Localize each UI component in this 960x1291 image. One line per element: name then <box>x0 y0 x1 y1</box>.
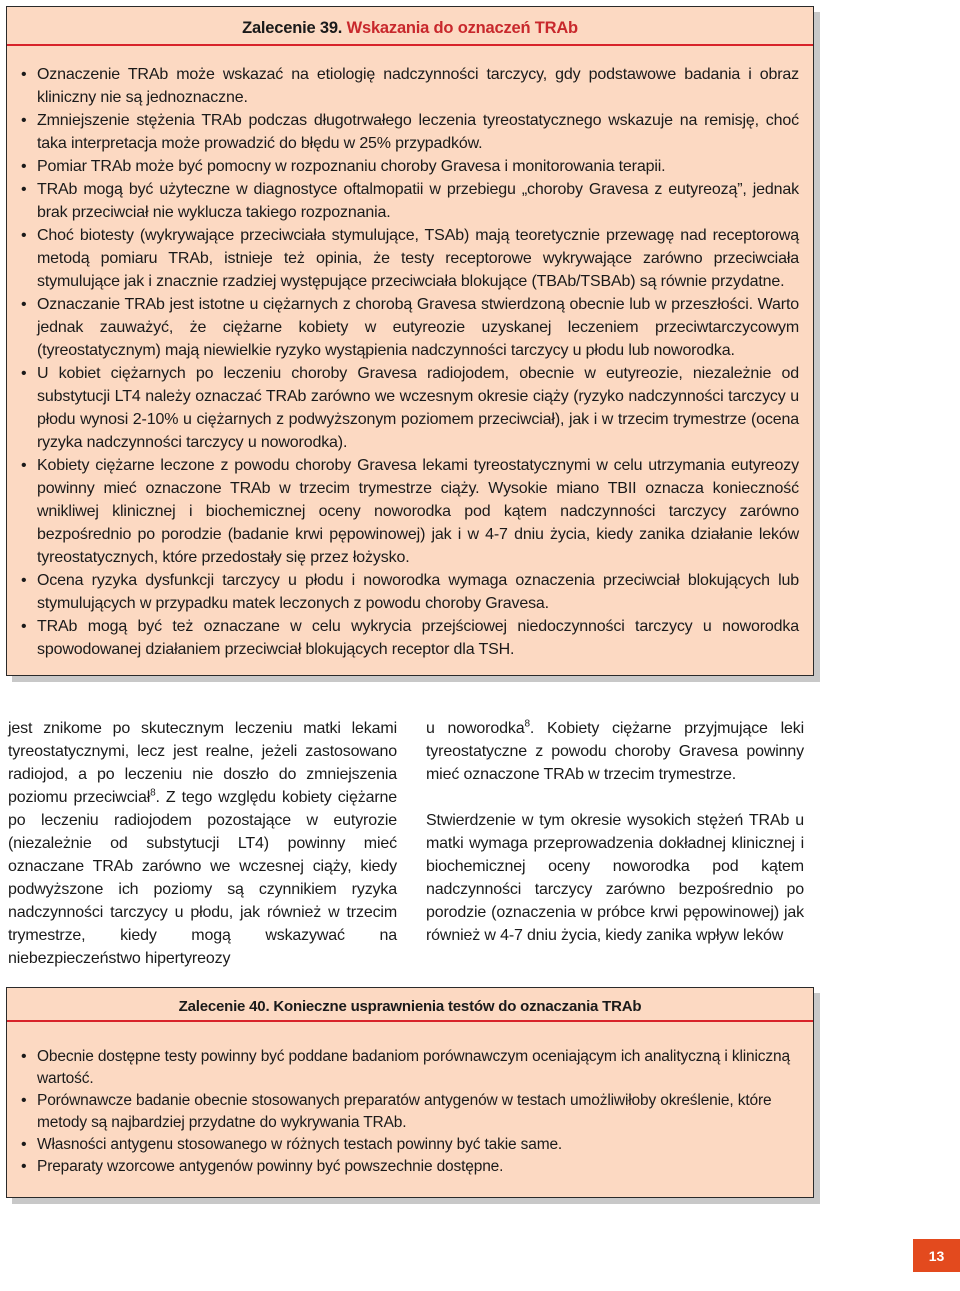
list-item: • U kobiet ciężarnych po leczeniu choroby Gravesa radiojodem, obecnie w eutyreozie, niezależnie od substytucji LT4 należy oznaczać TRAb zarówno we wczesnym okresie ciąży (ryzyko nadczynności tarczycy u płodu wynosi 2-10% u ciężarnych z podwyższonym poziomem przeciwciał), jak i w trzecim trymestrze (ocena ryzyka nadczynności tarczycy u noworodka). <box>21 362 799 454</box>
body-paragraph: Stwierdzenie w tym okresie wysokich stężeń TRAb u matki wymaga przeprowadzenia dokładnej klinicznej i biochemicznej oceny noworodka pod kątem nadczynności tarczycy zarówno bezpośrednio po porodzie (oznaczenia w próbce krwi pępowinowej) jak również w 4-7 dniu życia, kiedy zanika wpływ leków <box>426 812 804 944</box>
recommendation-40-box <box>6 987 814 1198</box>
title-divider <box>7 1020 813 1022</box>
list-item: • TRAb mogą być też oznaczane w celu wykrycia przejściowej niedoczynności tarczycy u noworodka spowodowanej działaniem przeciwciał blokujących receptor dla TSH. <box>21 615 799 661</box>
recommendation-40-title: Zalecenie 40. Konieczne usprawnienia testów do oznaczania TRAb <box>178 998 642 1015</box>
title-divider <box>7 44 813 46</box>
list-item: • TRAb mogą być użyteczne w diagnostyce oftalmopatii w przebiegu „choroby Gravesa z eutyreozą”, jednak brak przeciwciał nie wyklucza takiego rozpoznania. <box>21 178 799 224</box>
body-column-right <box>426 717 804 947</box>
body-paragraph: u noworodka$^8$. Kobiety ciężarne przyjmujące leki tyreostatyczne z powodu choroby Gravesa powinny mieć oznaczone TRAb w trzecim trymestrze. <box>426 718 804 783</box>
list-item: • Zmniejszenie stężenia TRAb podczas długotrwałego leczenia tyreostatycznego wskazuje na remisję, choć taka interpretacja może prowadzić do błędu w 25% przypadków. <box>21 109 799 155</box>
list-item: • Choć biotesty (wykrywające przeciwciała stymulujące, TSAb) mają teoretycznie przewagę nad receptorową metodą pomiaru TRAb, istnieje też opinia, że testy receptorowe wykrywające zarówno przeciwciała stymulujące jak i znacznie rzadziej występujące przeciwciała blokujące (TBAb/TSBAb) są równie przydatne. <box>21 224 799 293</box>
recommendation-39-list <box>21 63 799 661</box>
recommendation-39-box <box>6 6 814 676</box>
body-column-left <box>8 717 397 970</box>
recommendation-39-title: Zalecenie 39. Wskazania do oznaczeń TRAb <box>242 19 578 37</box>
list-item: • Obecnie dostępne testy powinny być poddane badaniom porównawczym oceniającym ich analityczną i kliniczną wartość. <box>21 1046 799 1090</box>
list-item: • Własności antygenu stosowanego w różnych testach powinny być takie same. <box>21 1134 799 1156</box>
list-item: • Kobiety ciężarne leczone z powodu choroby Gravesa lekami tyreostatycznymi w celu utrzymania eutyreozy powinny mieć oznaczone TRAb w trzecim trymestrze ciąży. Wysokie miano TBII oznacza konieczność wnikliwej klinicznej i biochemicznej oceny noworodka pod kątem nadczynności tarczycy zarówno bezpośrednio po porodzie (badanie krwi pępowinowej) jak i w 4-7 dniu życia, kiedy zanika działanie leków tyreostatycznych, które przedostały się przez łożysko. <box>21 454 799 569</box>
list-item: • Oznaczanie TRAb jest istotne u ciężarnych z chorobą Gravesa stwierdzoną obecnie lub w przeszłości. Warto jednak zauważyć, że ciężarne kobiety w eutyreozie uzyskanej leczeniem przeciwtarczycowym (tyreostatycznym) mają niewielkie ryzyko wystąpienia nadczynności tarczycy u płodu lub noworodka. <box>21 293 799 362</box>
body-paragraph: jest znikome po skutecznym leczeniu matki lekami tyreostatycznymi, lecz jest realne, jeżeli zastosowano radiojod, a po leczeniu nie doszło do zmniejszenia poziomu przeciwciał$^8$. Z tego względu kobiety ciężarne po leczeniu radiojodem pozostające w eutyrozie (niezależnie od substytucji LT4) powinny mieć oznaczane TRAb zarówno we wczesnej ciąży, kiedy podwyższone ich poziomy są czynnikiem ryzyka nadczynności tarczycy u płodu, jak również w trzecim trymestrze, kiedy mogą wskazywać na niebezpieczeństwo hipertyreozy <box>8 720 397 967</box>
list-item: • Preparaty wzorcowe antygenów powinny być powszechnie dostępne. <box>21 1156 799 1178</box>
recommendation-40-list <box>21 1046 799 1178</box>
page-number: 13 <box>913 1239 960 1272</box>
list-item: • Oznaczenie TRAb może wskazać na etiologię nadczynności tarczycy, gdy podstawowe badania i obraz kliniczny nie są jednoznaczne. <box>21 63 799 109</box>
list-item: • Pomiar TRAb może być pomocny w rozpoznaniu choroby Gravesa i monitorowania terapii. <box>21 155 799 178</box>
list-item: • Ocena ryzyka dysfunkcji tarczycy u płodu i noworodka wymaga oznaczenia przeciwciał blokujących lub stymulujących w przypadku matek leczonych z powodu choroby Gravesa. <box>21 569 799 615</box>
list-item: • Porównawcze badanie obecnie stosowanych preparatów antygenów w testach umożliwiłoby określenie, które metody są najbardziej przydatne do wykrywania TRAb. <box>21 1090 799 1134</box>
